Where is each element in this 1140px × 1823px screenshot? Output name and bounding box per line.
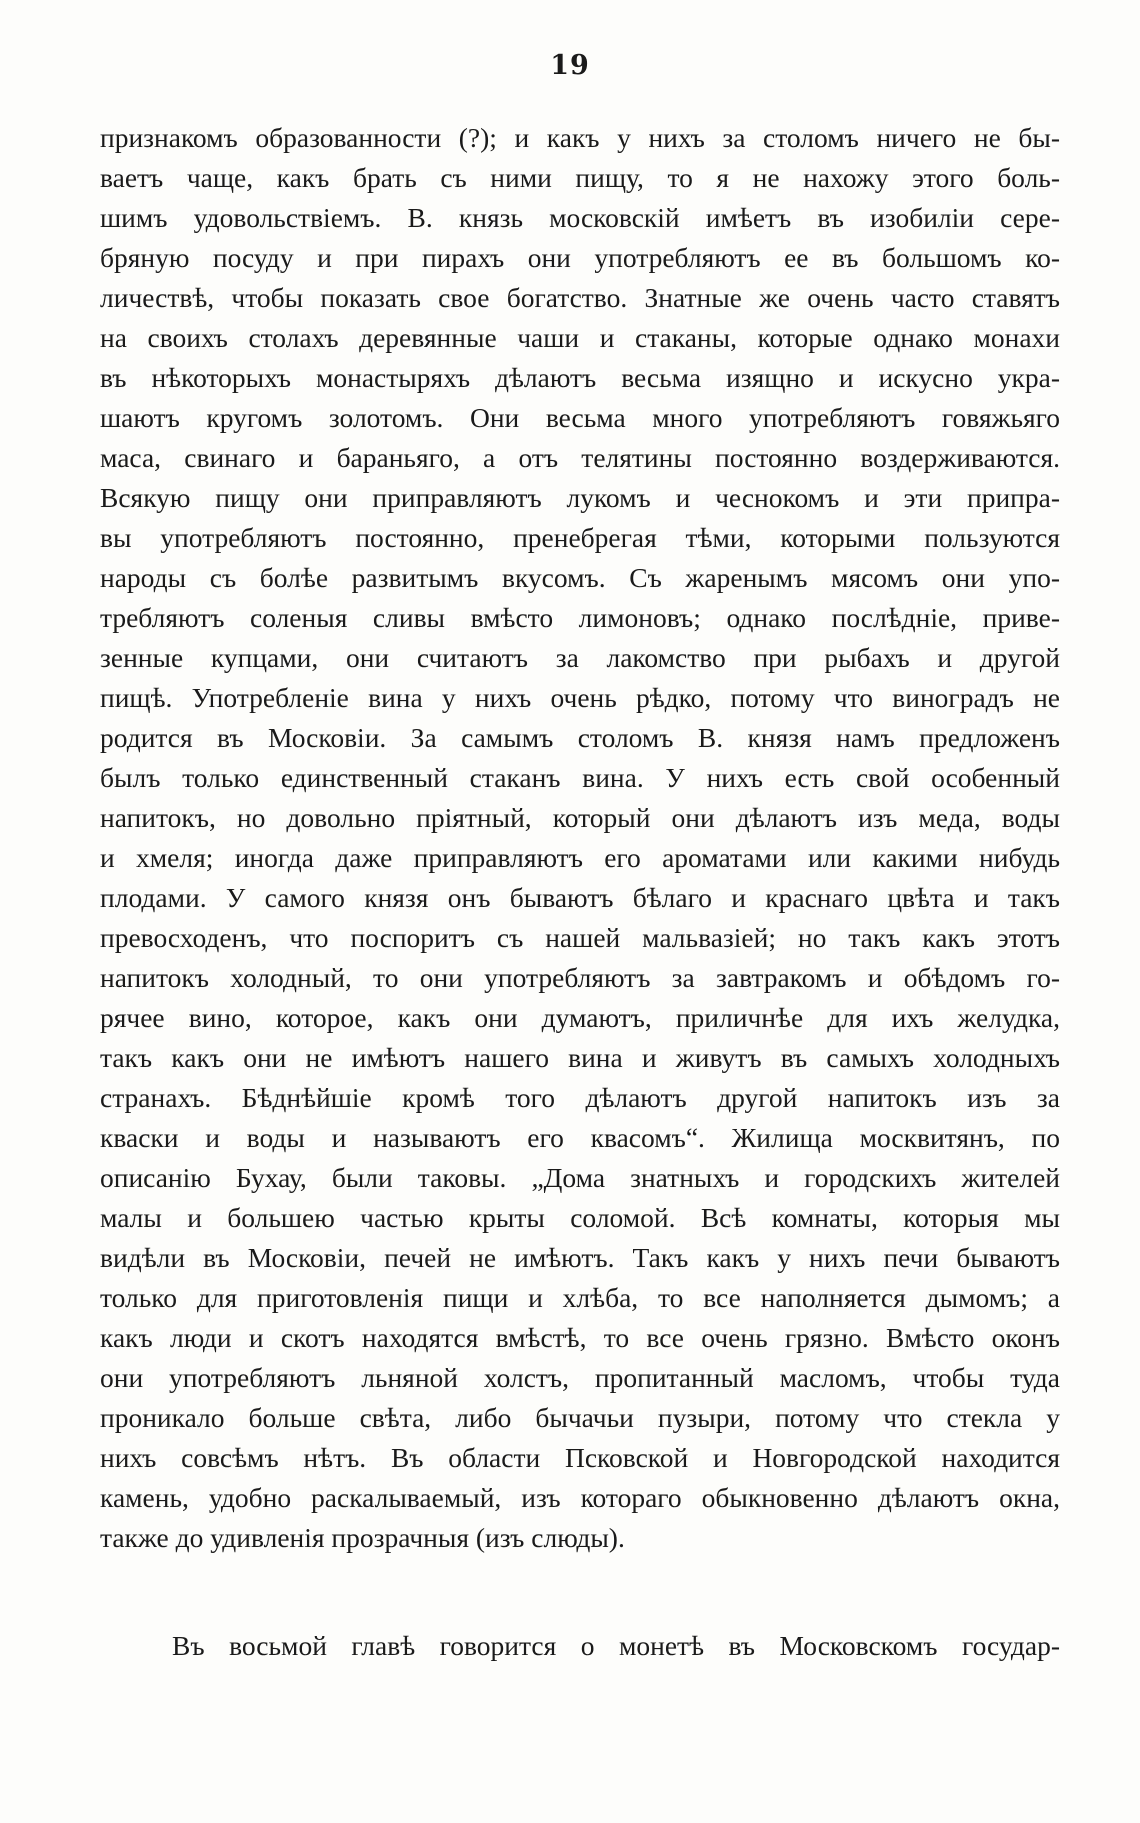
text-line: странахъ. Бѣднѣйшіе кромѣ того дѣлаютъ другой напитокъ изъ за xyxy=(100,1082,1060,1113)
text-line: требляютъ соленыя сливы вмѣсто лимоновъ; однако послѣдніе, приве- xyxy=(100,602,1060,633)
text-line: камень, удобно раскалываемый, изъ котораго обыкновенно дѣлаютъ окна, xyxy=(100,1482,1060,1513)
text-line: также до удивленія прозрачныя (изъ слюды). xyxy=(100,1522,625,1553)
text-line: пищѣ. Употребленіе вина у нихъ очень рѣдко, потому что виноградъ не xyxy=(100,682,1060,713)
text-line: такъ какъ они не имѣютъ нашего вина и живутъ въ самыхъ холодныхъ xyxy=(100,1042,1060,1073)
text-line: личествѣ, чтобы показать свое богатство. Знатные же очень часто ставятъ xyxy=(100,282,1060,313)
text-line: нихъ совсѣмъ нѣтъ. Въ области Псковской и Новгородской находится xyxy=(100,1442,1060,1473)
text-line: превосходенъ, что поспоритъ съ нашей мальвазіей; но такъ какъ этотъ xyxy=(100,922,1060,953)
text-line: маса, свинаго и бараньяго, а отъ телятины постоянно воздерживаются. xyxy=(100,442,1060,473)
text-line: и хмеля; иногда даже приправляютъ его ароматами или какими нибудь xyxy=(100,842,1060,873)
text-line: Всякую пищу они приправляютъ лукомъ и чеснокомъ и эти припра- xyxy=(100,482,1060,513)
text-line: въ нѣкоторыхъ монастыряхъ дѣлаютъ весьма изящно и искусно укра- xyxy=(100,362,1060,393)
text-line: народы съ болѣе развитымъ вкусомъ. Съ жаренымъ мясомъ они упо- xyxy=(100,562,1060,593)
text-line: видѣли въ Московіи, печей не имѣютъ. Такъ какъ у нихъ печи бываютъ xyxy=(100,1242,1060,1273)
text-line: на своихъ столахъ деревянные чаши и стаканы, которые однако монахи xyxy=(100,322,1060,353)
text-line: напитокъ, но довольно пріятный, который они дѣлаютъ изъ меда, воды xyxy=(100,802,1060,833)
text-line: бряную посуду и при пирахъ они употребляютъ ее въ большомъ ко- xyxy=(100,242,1060,273)
page-number: 19 xyxy=(550,50,590,81)
text-line: только для приготовленія пищи и хлѣба, то все наполняется дымомъ; а xyxy=(100,1282,1060,1313)
text-line: зенные купцами, они считаютъ за лакомство при рыбахъ и другой xyxy=(100,642,1060,673)
text-line: описанію Бухау, были таковы. „Дома знатныхъ и городскихъ жителей xyxy=(100,1162,1060,1193)
text-line: малы и большею частью крыты соломой. Всѣ комнаты, которыя мы xyxy=(100,1202,1060,1233)
text-line: былъ только единственный стаканъ вина. У нихъ есть свой особенный xyxy=(100,762,1060,793)
text-line: они употребляютъ льняной холстъ, пропитанный масломъ, чтобы туда xyxy=(100,1362,1060,1393)
main-paragraph xyxy=(100,118,1060,1558)
text-line: кваски и воды и называютъ его квасомъ“. Жилища москвитянъ, по xyxy=(100,1122,1060,1153)
text-line: рячее вино, которое, какъ они думаютъ, приличнѣе для ихъ желудка, xyxy=(100,1002,1060,1033)
text-line: шаютъ кругомъ золотомъ. Они весьма много употребляютъ говяжьяго xyxy=(100,402,1060,433)
text-line: какъ люди и скотъ находятся вмѣстѣ, то все очень грязно. Вмѣсто оконъ xyxy=(100,1322,1060,1353)
text-line: шимъ удовольствіемъ. В. князь московскій имѣетъ въ изобиліи сере- xyxy=(100,202,1060,233)
text-line: родится въ Московіи. За самымъ столомъ В. князя намъ предложенъ xyxy=(100,722,1060,753)
text-line: проникало больше свѣта, либо бычачьи пузыри, потому что стекла у xyxy=(100,1402,1060,1433)
text-line: напитокъ холодный, то они употребляютъ за завтракомъ и обѣдомъ го- xyxy=(100,962,1060,993)
text-line: ваетъ чаще, какъ брать съ ними пищу, то я не нахожу этого боль- xyxy=(100,162,1060,193)
text-line: вы употребляютъ постоянно, пренебрегая тѣми, которыми пользуются xyxy=(100,522,1060,553)
second-paragraph xyxy=(100,1626,1060,1666)
text-line: Въ восьмой главѣ говорится о монетѣ въ Московскомъ государ- xyxy=(172,1630,1060,1661)
text-line: признакомъ образованности (?); и какъ у нихъ за столомъ ничего не бы- xyxy=(100,122,1060,153)
text-line: плодами. У самого князя онъ бываютъ бѣлаго и краснаго цвѣта и такъ xyxy=(100,882,1060,913)
